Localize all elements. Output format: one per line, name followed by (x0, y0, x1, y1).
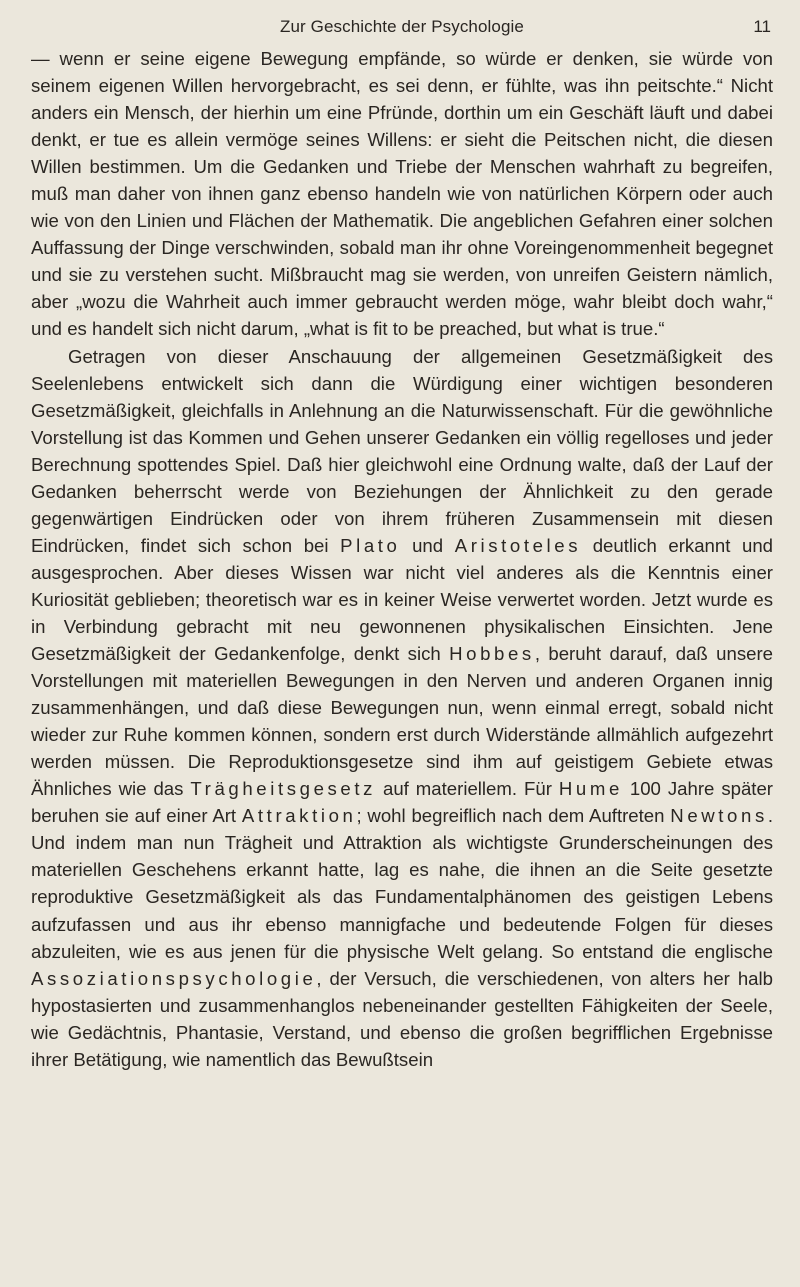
spaced-name: Attraktion (241, 805, 357, 827)
text-segment: und (400, 534, 455, 556)
text-segment: deutlich erkannt und ausgesprochen. Aber dieses Wissen war nicht viel anderes als die Kenntnis einer Kuriosität geblieben; theoretisch war es in keiner Weise verwertet worden. Jetzt wurde es in Verbindung gebracht mit neu gewonnenen physikalischen Einsichten. Jene Gesetzmäßigkeit der Gedankenfolge, denkt sich (31, 534, 773, 665)
running-header (31, 12, 773, 42)
paragraph (31, 343, 773, 1073)
spaced-name: Newtons (670, 805, 768, 827)
text-segment: , beruht darauf, daß unsere Vorstellungen mit materiellen Bewegungen in den Nerven und anderen Organen innig zusammenhängen, und daß diese Bewegungen nun, wenn einmal erregt, sobald nicht wieder zur Ruhe kommen können, sondern erst durch Widerstände allmählich aufgezehrt werden müssen. Die Reproduktionsgesetze sind ihm auf geistigem Gebiete etwas Ähnliches wie das (31, 643, 773, 800)
text-segment: auf materiellem. Für (376, 778, 559, 800)
page-number: 11 (753, 17, 771, 36)
text-segment: 100 Jahre später beruhen sie auf einer Art (31, 778, 774, 827)
paragraph-continuation (31, 45, 773, 343)
spaced-name: Assoziationspsychologie (31, 967, 317, 989)
text-segment: , der Versuch, die verschiedenen, von alters her halb hypostasierten und zusammenhanglos nebeneinander gestellten Fähigkeiten der Seele, wie Gedächtnis, Phantasie, Verstand, und ebenso die großen begrifflichen Ergebnisse ihrer Betätigung, wie namentlich das Bewußtsein (31, 967, 773, 1070)
text-segment: ; wohl begreiflich nach dem Auftreten (356, 805, 671, 827)
text-segment: Getragen von dieser Anschauung der allgemeinen Gesetzmäßigkeit des Seelenlebens entwickelt sich dann die Würdigung einer wichtigen besonderen Gesetzmäßigkeit, gleichfalls in Anlehnung an die Naturwissenschaft. Für die gewöhnliche Vorstellung ist das Kommen und Gehen unserer Gedanken ein völlig regelloses und jeder Berechnung spottendes Spiel. Daß hier gleichwohl eine Ordnung walte, daß der Lauf der Gedanken beherrscht werde von Beziehungen der Ähnlichkeit zu den gerade gegenwärtigen Eindrücken oder von ihrem früheren Zusammensein mit diesen Eindrücken, findet sich schon bei (31, 345, 773, 556)
spaced-name: Aristoteles (454, 534, 582, 556)
spaced-name: Plato (340, 534, 401, 556)
spaced-name: Hume (558, 778, 623, 800)
text-segment: . Und indem man nun Trägheit und Attraktion als wichtigste Grunderscheinungen des materiellen Geschehens erkannt hatte, lag es nahe, die ihnen an die Seite gesetzte reproduktive Gesetzmäßigkeit als das Fundamentalphänomen des geistigen Lebens aufzufassen und aus ihr ebenso mannigfache und bedeutende Folgen für dieses abzuleiten, wie es aus jenen für die physische Welt gelang. So entstand die englische (31, 805, 774, 962)
spaced-name: Trägheitsgesetz (190, 778, 377, 800)
running-title: Zur Geschichte der Psychologie (280, 17, 524, 36)
body-text (31, 45, 773, 1073)
spaced-name: Hobbes (449, 643, 535, 665)
text-segment: — wenn er seine eigene Bewegung empfände, so würde er denken, sie würde von seinem eigenen Willen hervorgebracht, es sei denn, er fühlte, was ihn peitschte.“ Nicht anders ein Mensch, der hierhin um eine Pfründe, dorthin um ein Geschäft läuft und dabei denkt, er tue es allein vermöge seines Willens: er sieht die Peitschen nicht, die diesen Willen bestimmen. Um die Gedanken und Triebe der Menschen wahrhaft zu begreifen, muß man daher von ihnen ganz ebenso handeln wie von natürlichen Körpern oder auch wie von den Linien und Flächen der Mathematik. Die angeblichen Gefahren einer solchen Auffassung der Dinge verschwinden, sobald man ihr ohne Voreingenommenheit begegnet und sie zu verstehen sucht. Mißbraucht mag sie werden, von unreifen Geistern nämlich, aber „wozu die Wahrheit auch immer gebraucht werden möge, wahr bleibt doch wahr,“ und es handelt sich nicht darum, „what is fit to be preached, but what is true.“ (31, 48, 773, 340)
